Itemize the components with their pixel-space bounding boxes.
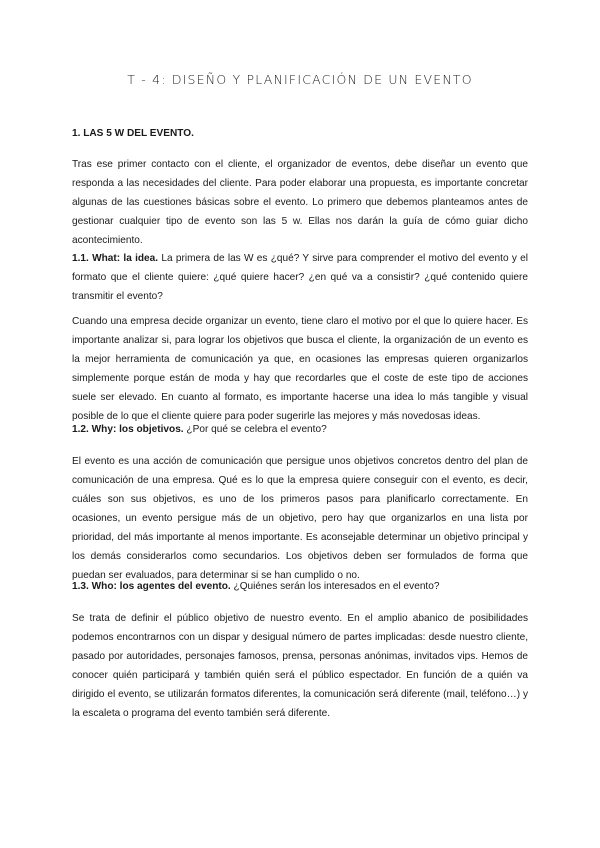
section-1-1-paragraph: Cuando una empresa decide organizar un evento, tiene claro el motivo por el que lo quiere hacer. Es importante analizar si, para lograr los objetivos que busca el cliente, la organización de un evento es la mejor herramienta de comunicación ya que, en ocasiones las empresas quieren organizarlos simplemente porque están de moda y hay que recordarles que el coste de este tipo de acciones suele ser elevado. En cuanto al formato, es importante hacerse una idea lo más tangible y visual posible de lo que el cliente quiere para poder sugerirle las mejores y más novedosas ideas. bbox=[72, 316, 528, 422]
section-1-3-intro-text: ¿Quiénes serán los interesados en el evento? bbox=[230, 581, 440, 592]
section-1-3-heading: 1.3. Who: los agentes del evento. bbox=[72, 581, 231, 592]
section-1-heading: 1. LAS 5 W DEL EVENTO. bbox=[72, 128, 194, 139]
section-1-1-heading: 1.1. What: la idea. bbox=[72, 253, 159, 264]
document-title: T - 4: DISEÑO Y PLANIFICACIÓN DE UN EVENTO bbox=[127, 72, 473, 87]
section-1-3-paragraph: Se trata de definir el público objetivo de nuestro evento. En el amplio abanico de posibilidades podemos encontrarnos con un dispar y desigual número de partes implicadas: desde nuestro cliente, pasado por autoridades, personajes famosos, prensa, personas anónimas, invitados vips. Hemos de conocer quién participará y también quién será el público espectador. En función de a quién va dirigido el evento, se utilizarán formatos diferentes, la comunicación será diferente (mail, teléfono…) y la escaleta o programa del evento también será diferente. bbox=[72, 613, 528, 719]
section-1-paragraph: Tras ese primer contacto con el cliente, el organizador de eventos, debe diseñar un evento que responda a las necesidades del cliente. Para poder elaborar una propuesta, es importante concretar algunas de las cuestiones básicas sobre el evento. Lo primero que debemos planteamos antes de gestionar cualquier tipo de evento son las 5 w. Ellas nos darán la guía de cómo guiar dicho acontecimiento. bbox=[72, 159, 528, 246]
section-1-2-intro bbox=[72, 420, 528, 439]
section-1-3-intro bbox=[72, 577, 528, 596]
section-1-1-intro bbox=[72, 249, 528, 306]
section-1-1-intro-text: La primera de las W es ¿qué? Y sirve para comprender el motivo del evento y el formato que el cliente quiere: ¿qué quiere hacer? ¿en qué va a consistir? ¿qué contenido quiere transmitir el evento? bbox=[72, 253, 529, 302]
section-1-2-heading: 1.2. Why: los objetivos. bbox=[72, 424, 184, 435]
section-1-2-paragraph: El evento es una acción de comunicación que persigue unos objetivos concretos dentro del plan de comunicación de una empresa. Qué es lo que la empresa quiere conseguir con el evento, es decir, cuáles son sus objetivos, es uno de los primeros pasos para planificarlo correctamente. En ocasiones, un evento persigue más de un objetivo, pero hay que organizarlos en una lista por prioridad, del más importante al menos importante. Es aconsejable determinar un objetivo principal y los demás considerarlos como secundarios. Los objetivos deben ser formulados de forma que puedan ser evaluados, para determinar si se han cumplido o no. bbox=[72, 456, 528, 581]
section-1-2-intro-text: ¿Por qué se celebra el evento? bbox=[183, 424, 327, 435]
